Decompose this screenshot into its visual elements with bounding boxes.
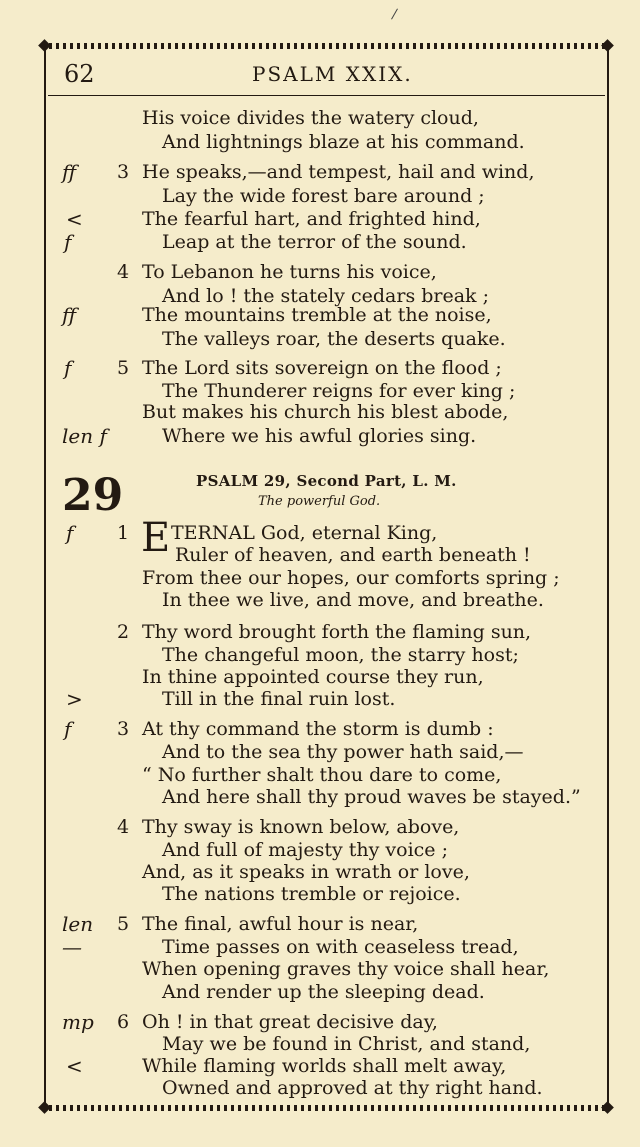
hymn-line: TERNAL God, eternal King,: [171, 522, 438, 544]
hymn-line: The nations tremble or rejoice.: [162, 883, 461, 905]
hymn-line: He speaks,—and tempest, hail and wind,: [142, 161, 535, 183]
dynamic-marking: ff: [62, 160, 77, 184]
page-number: 62: [64, 60, 95, 88]
ornamental-border-bottom: [42, 1105, 610, 1111]
verse-number: 2: [117, 621, 130, 643]
hymn-line: And, as it speaks in wrath or love,: [142, 861, 470, 883]
drop-cap: E: [141, 515, 171, 561]
ornamental-border-top: [42, 43, 610, 49]
border-rule-left: [44, 46, 46, 1108]
hymn-line: But makes his church his blest abode,: [142, 401, 509, 423]
header-rule: [48, 95, 605, 96]
dynamic-marking: —: [62, 935, 82, 959]
hymn-line: And to the sea thy power hath said,—: [162, 741, 524, 763]
hymn-line: From thee our hopes, our comforts spring ;: [142, 567, 560, 589]
hymn-line: The Lord sits sovereign on the flood ;: [142, 357, 502, 379]
hymn-line: Leap at the terror of the sound.: [162, 231, 467, 253]
hymn-line: In thine appointed course they run,: [142, 666, 484, 688]
dynamic-marking: f: [64, 356, 72, 380]
border-rule-right: [607, 46, 609, 1108]
hymn-line: Till in the final ruin lost.: [162, 688, 396, 710]
corner-ornament-icon: [601, 1101, 614, 1114]
dynamic-marking: <: [66, 1054, 83, 1078]
hymn-line: To Lebanon he turns his voice,: [142, 261, 437, 283]
psalm-number: 29: [62, 470, 124, 521]
hymn-line: Thy word brought forth the flaming sun,: [142, 621, 532, 643]
verse-number: 6: [117, 1011, 130, 1033]
hymn-line: His voice divides the watery cloud,: [142, 107, 479, 129]
dynamic-marking: len: [62, 912, 94, 936]
dynamic-marking: f: [64, 230, 72, 254]
corner-ornament-icon: [601, 39, 614, 52]
hymn-line: Thy sway is known below, above,: [142, 816, 460, 838]
corner-ornament-icon: [38, 39, 51, 52]
verse-number: 3: [117, 718, 130, 740]
hymn-line: Lay the wide forest bare around ;: [162, 185, 485, 207]
hymn-line: The Thunderer reigns for ever king ;: [162, 380, 516, 402]
hymn-line: When opening graves thy voice shall hear,: [142, 958, 550, 980]
hymn-line: And full of majesty thy voice ;: [162, 839, 448, 861]
hymn-line: While flaming worlds shall melt away,: [142, 1055, 507, 1077]
hymn-line: The final, awful hour is near,: [142, 913, 419, 935]
verse-number: 5: [117, 357, 130, 379]
hymn-line: The mountains tremble at the noise,: [142, 304, 492, 326]
hymn-line: Where we his awful glories sing.: [162, 425, 477, 447]
hymn-line: Oh ! in that great decisive day,: [142, 1011, 438, 1033]
dynamic-marking: mp: [62, 1010, 94, 1034]
section-subtitle: The powerful God.: [258, 494, 381, 509]
hymn-line: In thee we live, and move, and breathe.: [162, 589, 544, 611]
running-head: PSALM XXIX.: [252, 62, 413, 86]
dynamic-marking: >: [66, 687, 83, 711]
corner-ornament-icon: [38, 1101, 51, 1114]
verse-number: 4: [117, 261, 130, 283]
dynamic-marking: f: [64, 717, 72, 741]
verse-number: 5: [117, 913, 130, 935]
verse-number: 3: [117, 161, 130, 183]
hymn-line: At thy command the storm is dumb :: [142, 718, 494, 740]
hymn-line: Ruler of heaven, and earth beneath !: [175, 544, 531, 566]
dynamic-marking: ff: [62, 303, 77, 327]
stray-mark: [391, 9, 398, 20]
hymn-line: And here shall thy proud waves be stayed.”: [162, 786, 581, 808]
hymn-line: And render up the sleeping dead.: [162, 981, 485, 1003]
hymn-line: The fearful hart, and frighted hind,: [142, 208, 481, 230]
hymn-line: Owned and approved at thy right hand.: [162, 1077, 543, 1099]
section-title: PSALM 29, Second Part, L. M.: [196, 472, 457, 490]
verse-number: 4: [117, 816, 130, 838]
hymn-line: The valleys roar, the deserts quake.: [162, 328, 506, 350]
dynamic-marking: <: [66, 207, 83, 231]
hymn-line: May we be found in Christ, and stand,: [162, 1033, 531, 1055]
dynamic-marking: f: [66, 521, 74, 545]
hymn-line: “ No further shalt thou dare to come,: [142, 764, 502, 786]
dynamic-marking: len f: [62, 424, 107, 448]
hymn-line: The changeful moon, the starry host;: [162, 644, 519, 666]
hymn-line: And lo ! the stately cedars break ;: [162, 285, 490, 307]
hymn-line: Time passes on with ceaseless tread,: [162, 936, 519, 958]
hymn-line: And lightnings blaze at his command.: [162, 131, 525, 153]
verse-number: 1: [117, 522, 130, 544]
